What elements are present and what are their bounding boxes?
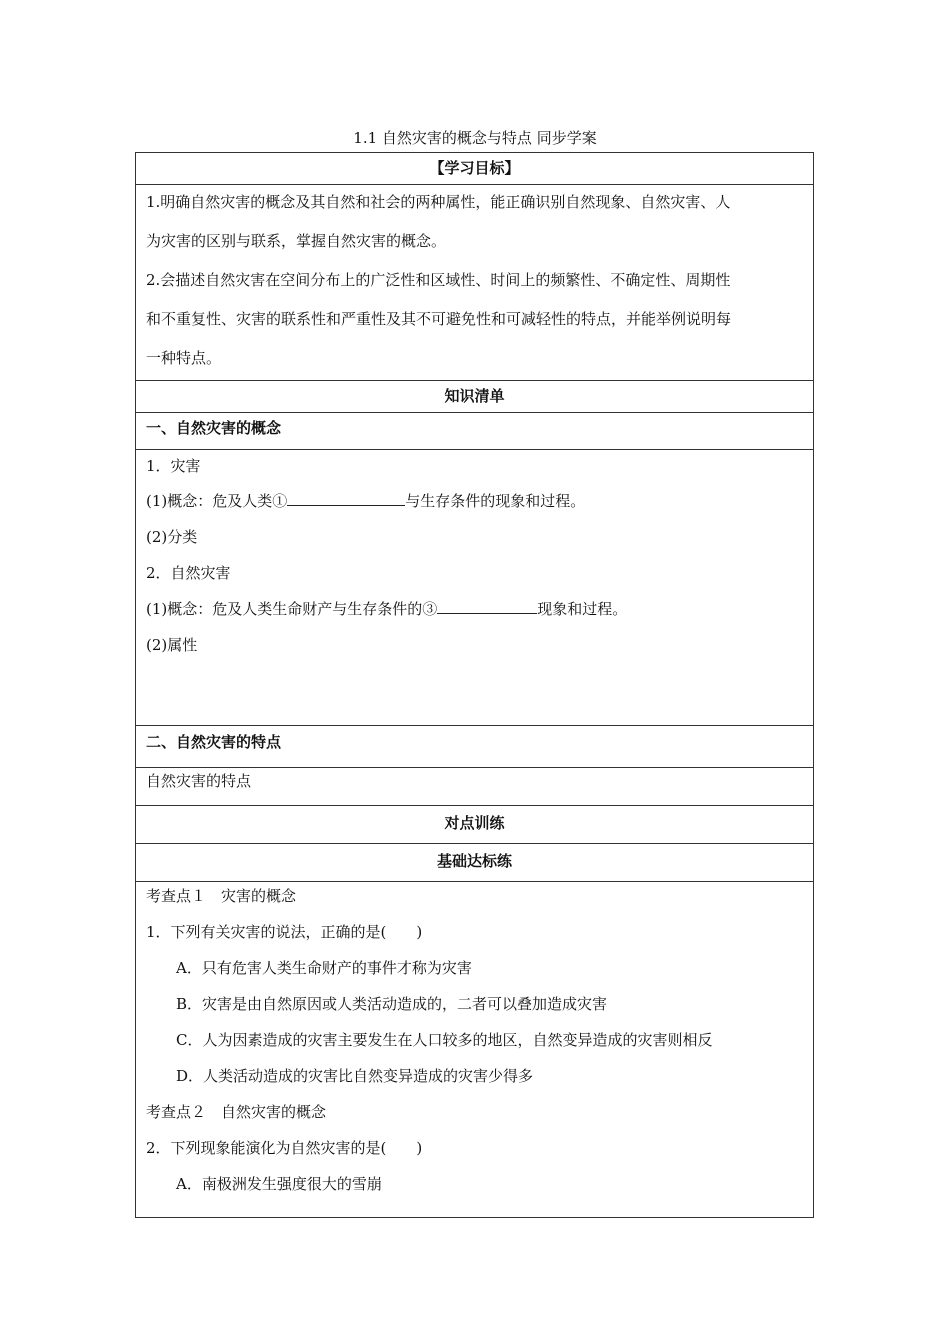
features-text: 自然灾害的特点 [146, 772, 252, 790]
checkpoint-2-label: 考查点２ 自然灾害的概念 [146, 1103, 327, 1121]
document-title: 1.1 自然灾害的概念与特点 同步学案 [353, 129, 597, 147]
question-1-option-a: A．只有危害人类生命财产的事件才称为灾害 [176, 959, 472, 977]
natural-disaster-heading: 2．自然灾害 [146, 564, 231, 582]
questions-area [136, 882, 813, 1218]
section1-title: 一、自然灾害的概念 [136, 413, 813, 450]
disaster-concept-suffix: 与生存条件的现象和过程。 [405, 492, 586, 510]
section2-content [136, 768, 813, 806]
checkpoint-1-label: 考查点１ 灾害的概念 [146, 887, 297, 905]
objective-line: 1.明确自然灾害的概念及其自然和社会的两种属性，能正确识别自然现象、自然灾害、人 [146, 193, 731, 211]
natural-disaster-attributes: (2)属性 [146, 636, 198, 654]
disaster-classification: (2)分类 [146, 528, 198, 546]
question-1-option-b: B．灾害是由自然原因或人类活动造成的，二者可以叠加造成灾害 [176, 995, 608, 1013]
objectives-content [136, 185, 813, 381]
objective-line: 和不重复性、灾害的联系性和严重性及其不可避免性和可减轻性的特点，并能举例说明每 [146, 310, 732, 328]
question-1-option-c: C．人为因素造成的灾害主要发生在人口较多的地区，自然变异造成的灾害则相反 [176, 1031, 713, 1049]
objective-line: 2.会描述自然灾害在空间分布上的广泛性和区域性、时间上的频繁性、不确定性、周期性 [146, 271, 731, 289]
disaster-concept-line [146, 489, 585, 513]
disaster-heading: 1．灾害 [146, 457, 201, 475]
objective-line: 为灾害的区别与联系，掌握自然灾害的概念。 [146, 232, 447, 250]
worksheet-table [135, 152, 814, 1218]
disaster-concept-prefix: (1)概念：危及人类① [146, 492, 288, 510]
knowledge-header: 知识清单 [136, 381, 813, 413]
training-header: 对点训练 [136, 806, 813, 844]
blank-1-field[interactable] [287, 491, 405, 506]
natural-concept-suffix: 现象和过程。 [537, 600, 628, 618]
question-1-stem: 1．下列有关灾害的说法，正确的是( ) [146, 923, 423, 941]
objectives-header: 【学习目标】 [136, 153, 813, 185]
question-2-stem: 2．下列现象能演化为自然灾害的是( ) [146, 1139, 423, 1157]
objective-line: 一种特点。 [146, 349, 222, 367]
natural-concept-prefix: (1)概念：危及人类生命财产与生存条件的③ [146, 600, 438, 618]
training-subheader: 基础达标练 [136, 844, 813, 882]
section1-content [136, 450, 813, 726]
blank-3-field[interactable] [437, 599, 537, 614]
question-2-option-a: A．南极洲发生强度很大的雪崩 [176, 1175, 382, 1193]
section2-title: 二、自然灾害的特点 [136, 726, 813, 768]
natural-disaster-concept-line [146, 597, 627, 621]
question-1-option-d: D．人类活动造成的灾害比自然变异造成的灾害少得多 [176, 1067, 534, 1085]
